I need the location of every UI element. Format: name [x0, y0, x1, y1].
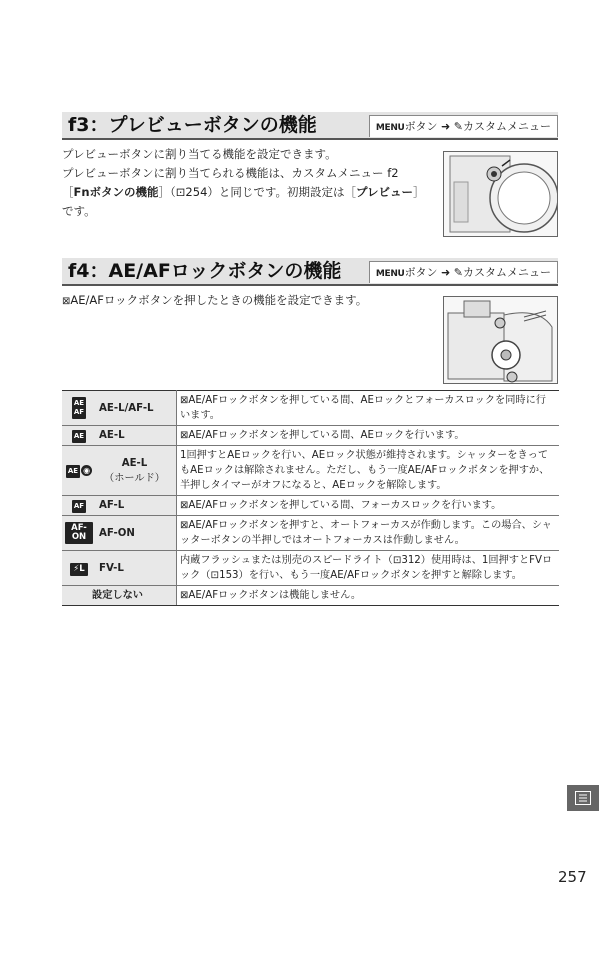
section-description-f4 [62, 291, 432, 311]
option-description: 内蔵フラッシュまたは別売のスピードライト（⊡312）使用時は、1回押すとFVロック（⊡153）を行い、もう一度AE/AFロックボタンを押すと解除します。 [177, 551, 560, 586]
table-row [62, 446, 559, 496]
pencil-icon: ✎ [453, 120, 463, 133]
fn-button-function-ref: Fnボタンの機能 [73, 185, 159, 199]
desc-text: AE/AFロックボタンを押している間、AEロックとフォーカスロックを同時に行います。 [180, 395, 546, 421]
option-name: 設定しない [62, 586, 177, 606]
bracket-open: ［ [62, 185, 74, 199]
menu-path [369, 115, 558, 137]
option-name: AF-L [96, 496, 177, 516]
table-row [62, 586, 559, 606]
section-header-f3 [62, 112, 558, 140]
row-icon-cell [62, 446, 96, 496]
ae-af-lock-icon: AE AF [72, 397, 86, 419]
option-description [177, 586, 560, 606]
desc-text: 1回押すとAEロックを行い、AEロック状態が維持されます。シャッターをきってもAEロックは解除されません。ただし、もう一度AE/AFロックボタンを押すか、半押しタイマーがオフになると、AEロックを解除します。 [180, 450, 550, 491]
row-icon-cell [62, 516, 96, 551]
option-name: AE-L [96, 426, 177, 446]
table-row [62, 426, 559, 446]
hold-icon: ◉ [81, 465, 92, 476]
desc-text: AE/AFロックボタンを押すと、オートフォーカスが作動します。この場合、シャッターボタンの半押しではオートフォーカスは作動しません。 [180, 520, 552, 546]
option-description [177, 391, 560, 426]
desc-text: AE/AFロックボタンを押している間、AEロックを行います。 [188, 430, 465, 441]
flash-lock-icon: ⚡L [70, 563, 87, 576]
menu-item-label: カスタムメニュー [463, 266, 551, 279]
option-name-sub: （ホールド） [104, 472, 165, 484]
option-name: FV-L [96, 551, 177, 586]
section-title: f4：AE/AFロックボタンの機能 [68, 260, 342, 282]
af-lock-icon: AF [72, 500, 86, 513]
row-icon-cell [62, 426, 96, 446]
desc-line [62, 183, 432, 202]
lock-button-icon: ⊠ [180, 430, 189, 441]
menu-path-text: ボタン ➜ [404, 120, 454, 133]
menu-list-icon [575, 791, 591, 805]
row-icon-cell [62, 551, 96, 586]
ae-lock-icon: AE [72, 430, 86, 443]
menu-item-label: カスタムメニュー [463, 120, 551, 133]
ae-af-lock-icon: ⊠ [62, 296, 71, 307]
desc-text: AE/AFロックボタンを押したときの機能を設定できます。 [70, 293, 368, 307]
desc-mid: ］（⊡254）と同じです。初期設定は［ [158, 185, 356, 199]
menu-key-label: MENU [375, 269, 405, 279]
option-description [177, 426, 560, 446]
lock-button-icon: ⊠ [180, 520, 189, 531]
table-row [62, 551, 559, 586]
bracket-close: ］ [413, 185, 425, 199]
af-on-icon: AF-ON [65, 522, 93, 544]
option-name [96, 446, 177, 496]
section-header-f4 [62, 258, 558, 286]
preview-default-ref: プレビュー [355, 185, 414, 199]
desc-line: プレビューボタンに割り当てる機能を設定できます。 [62, 147, 337, 161]
ae-lock-hold-icon: AE [66, 465, 80, 478]
section-description-f3 [62, 145, 432, 221]
lock-button-icon: ⊠ [180, 590, 189, 601]
table-row [62, 516, 559, 551]
section-tab-menu-icon[interactable] [567, 785, 599, 811]
option-description [177, 446, 560, 496]
pencil-icon: ✎ [453, 266, 463, 279]
menu-path [369, 261, 558, 283]
desc-line: です。 [62, 204, 96, 218]
option-name: AE-L/AF-L [96, 391, 177, 426]
table-row [62, 391, 559, 426]
camera-front-illustration [443, 151, 558, 237]
table-row [62, 496, 559, 516]
menu-key-label: MENU [375, 123, 405, 133]
row-icon-cell [62, 496, 96, 516]
lock-button-icon: ⊠ [180, 395, 189, 406]
option-name-main: AE-L [121, 457, 148, 469]
page-number: 257 [558, 868, 587, 886]
menu-path-text: ボタン ➜ [404, 266, 454, 279]
option-name: AF-ON [96, 516, 177, 551]
option-description [177, 496, 560, 516]
function-table [62, 390, 559, 606]
desc-line: プレビューボタンに割り当てられる機能は、カスタムメニュー f2 [62, 166, 399, 180]
row-icon-cell [62, 391, 96, 426]
camera-back-illustration [443, 296, 558, 384]
section-title: f3：プレビューボタンの機能 [68, 114, 317, 136]
option-description [177, 516, 560, 551]
desc-text: AE/AFロックボタンを押している間、フォーカスロックを行います。 [188, 500, 502, 511]
desc-text: AE/AFロックボタンは機能しません。 [188, 590, 362, 601]
lock-button-icon: ⊠ [180, 500, 189, 511]
